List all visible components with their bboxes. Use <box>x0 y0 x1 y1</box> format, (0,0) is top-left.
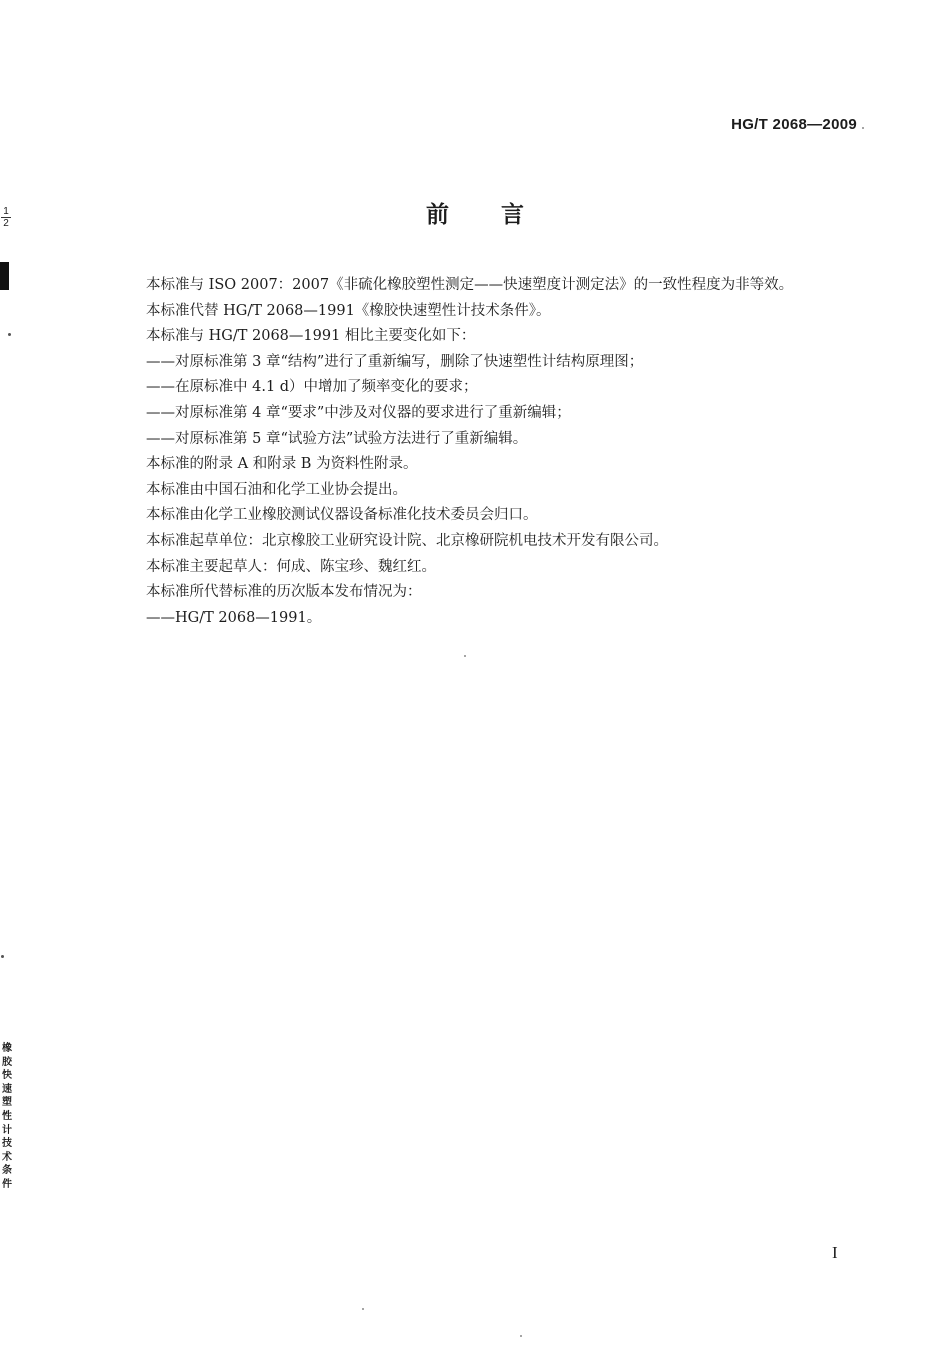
foreword-line: ——HG/T 2068—1991。 <box>146 609 322 626</box>
foreword-line: 本标准的附录 A 和附录 B 为资料性附录。 <box>146 456 418 473</box>
page-number: I <box>832 1243 838 1262</box>
margin-fraction-denominator: 2 <box>3 218 9 229</box>
standard-code: HG/T 2068—2009 <box>731 116 857 133</box>
margin-fraction <box>1 206 11 229</box>
foreword-line: ——对原标准第 4 章“要求”中涉及对仪器的要求进行了重新编辑； <box>146 404 571 421</box>
foreword-line: 本标准主要起草人：何成、陈宝珍、魏红红。 <box>146 558 436 575</box>
margin-speck <box>1 955 4 958</box>
margin-vertical-title: 橡胶快速塑性计技术条件 <box>2 1043 12 1190</box>
title-char-2: 言 <box>501 202 524 228</box>
foreword-line: 本标准起草单位：北京橡胶工业研究设计院、北京橡研院机电技术开发有限公司。 <box>146 532 668 549</box>
foreword-line: 本标准由中国石油和化学工业协会提出。 <box>146 481 407 498</box>
margin-speck <box>8 333 11 336</box>
foreword-line: ——对原标准第 5 章“试验方法”试验方法进行了重新编辑。 <box>146 430 528 447</box>
foreword-line: 本标准所代替标准的历次版本发布情况为： <box>146 584 422 601</box>
foreword-line: ——对原标准第 3 章“结构”进行了重新编写，删除了快速塑性计结构原理图； <box>146 353 644 370</box>
scan-speck <box>464 655 466 657</box>
scan-speck <box>362 1308 364 1310</box>
binding-mark <box>0 262 9 290</box>
foreword-line: 本标准由化学工业橡胶测试仪器设备标准化技术委员会归口。 <box>146 507 538 524</box>
foreword-line: 本标准与 HG/T 2068—1991 相比主要变化如下： <box>146 328 476 345</box>
page-title <box>0 196 950 229</box>
foreword-line: ——在原标准中 4.1 d）中增加了频率变化的要求； <box>146 379 478 396</box>
title-char-1: 前 <box>426 202 449 228</box>
scan-speck <box>520 1335 522 1337</box>
foreword-line: 本标准与 ISO 2007：2007《非硫化橡胶塑性测定——快速塑度计测定法》的一致性程度为非等效。 <box>146 277 794 293</box>
foreword-line: 本标准代替 HG/T 2068—1991《橡胶快速塑性计技术条件》。 <box>146 302 551 319</box>
foreword-body <box>146 273 866 631</box>
margin-fraction-numerator: 1 <box>1 206 11 218</box>
scan-speck <box>862 127 864 129</box>
